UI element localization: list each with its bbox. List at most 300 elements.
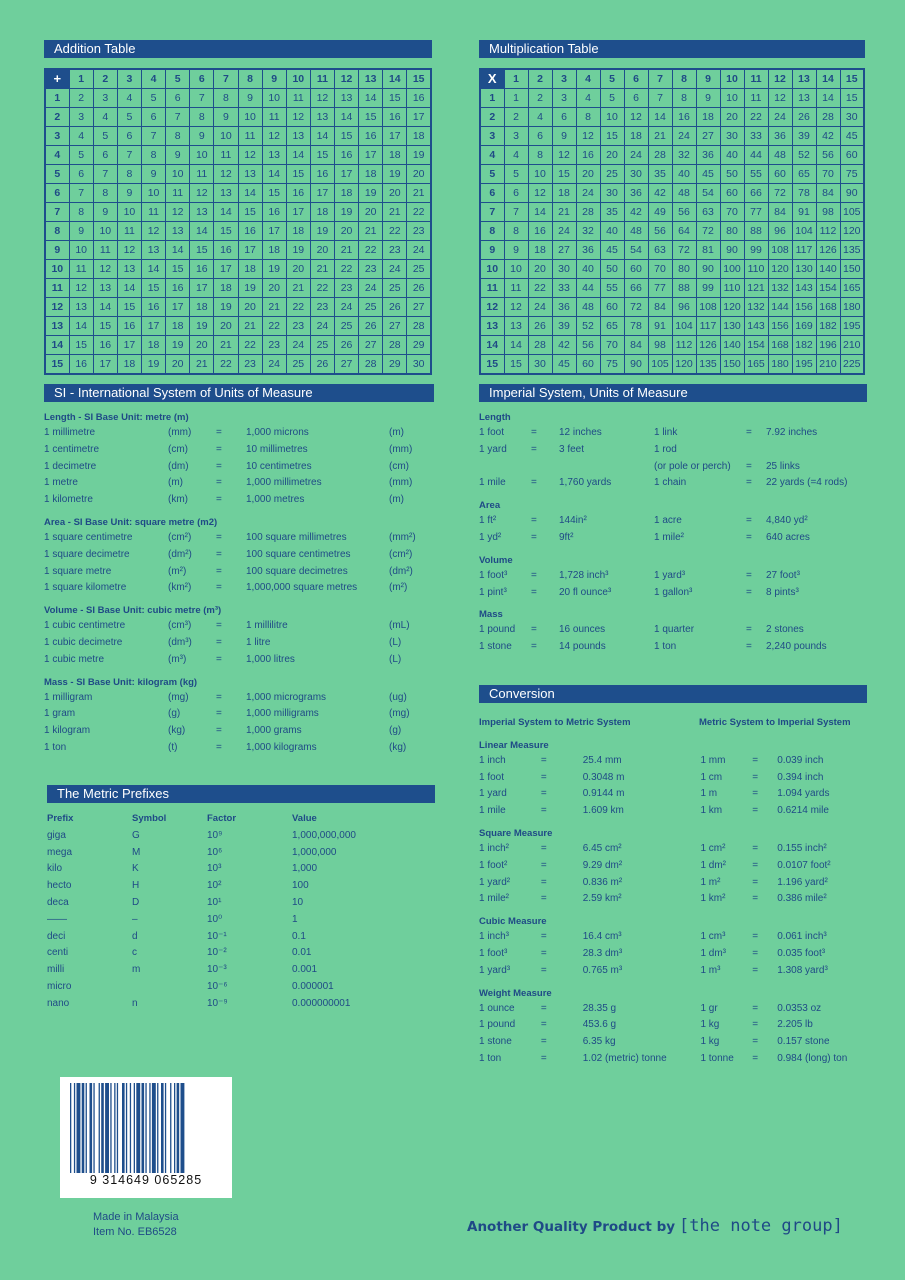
imperial-cell: = (746, 460, 752, 472)
si-cell: (mm) (168, 427, 192, 438)
addition-row (45, 69, 431, 89)
si-cell: (kg) (168, 725, 186, 737)
addition-cell: 30 (407, 355, 431, 375)
barcode-bar (149, 1083, 150, 1173)
conversion-cell: = (540, 859, 547, 871)
addition-cell: 23 (262, 336, 286, 355)
prefix-cell: n (132, 997, 138, 1009)
conversion-cell: 1 cm² (700, 842, 726, 854)
addition-cell: 21 (335, 241, 359, 260)
multiplication-cell: 60 (624, 260, 648, 279)
imperial-cell: 9ft² (559, 531, 574, 543)
multiplication-cell: 50 (720, 165, 744, 184)
prefix-cell: 0.001 (292, 964, 318, 976)
addition-cell: 26 (383, 298, 407, 317)
barcode-bar (122, 1083, 125, 1173)
multiplication-cell: 84 (624, 336, 648, 355)
addition-cell: 7 (117, 146, 141, 165)
addition-cell: 13 (214, 184, 238, 203)
prefix-column-headers (47, 811, 435, 828)
conversion-direction-headings (479, 715, 867, 732)
multiplication-header-cell: 10 (720, 69, 744, 89)
multiplication-header-cell: 9 (480, 241, 504, 260)
prefix-column-header: Value (292, 813, 317, 824)
multiplication-header-cell: 10 (480, 260, 504, 279)
addition-cell: 25 (286, 355, 310, 375)
addition-cell: 11 (142, 203, 166, 222)
addition-cell: 9 (190, 127, 214, 146)
si-row (44, 580, 434, 597)
si-cell: 1,000 milligrams (246, 708, 319, 720)
addition-title: Addition Table (44, 40, 432, 58)
imperial-cell: 27 foot³ (766, 569, 800, 581)
multiplication-cell: 60 (576, 355, 600, 375)
conversion-cell: 1 kg (700, 1036, 720, 1048)
multiplication-cell: 20 (576, 165, 600, 184)
prefix-cell: 10 (292, 896, 304, 908)
multiplication-header-cell: 4 (480, 146, 504, 165)
multiplication-cell: 150 (840, 260, 864, 279)
conversion-cell: 0.394 inch (777, 771, 824, 783)
multiplication-header-cell: 6 (624, 69, 648, 89)
prefix-cell: – (132, 913, 138, 925)
multiplication-header-cell: 12 (768, 69, 792, 89)
multiplication-cell: 50 (600, 260, 624, 279)
multiplication-cell: 4 (504, 146, 528, 165)
multiplication-cell: 56 (672, 203, 696, 222)
si-row (44, 740, 434, 757)
multiplication-cell: 143 (744, 317, 768, 336)
multiplication-row (480, 241, 864, 260)
addition-header-cell: 12 (335, 69, 359, 89)
multiplication-cell: 35 (600, 203, 624, 222)
addition-cell: 9 (214, 108, 238, 127)
prefix-row (47, 828, 435, 845)
multiplication-cell: 45 (552, 355, 576, 375)
si-row (44, 459, 434, 476)
imperial-cell: = (746, 515, 752, 527)
multiplication-cell: 72 (768, 184, 792, 203)
addition-row (45, 279, 431, 298)
conversion-cell: = (540, 931, 547, 943)
imperial-group-heading: Area (479, 500, 501, 512)
multiplication-cell: 110 (744, 260, 768, 279)
addition-cell: 11 (214, 146, 238, 165)
imperial-cell: 640 acres (766, 531, 810, 543)
imperial-cell: (or pole or perch) (654, 460, 731, 472)
addition-cell: 23 (238, 355, 262, 375)
multiplication-cell: 48 (672, 184, 696, 203)
barcode-bar (142, 1083, 145, 1173)
si-cell: (ug) (389, 691, 407, 703)
si-cell: = (216, 708, 222, 720)
imperial-cell: = (531, 624, 537, 636)
si-cell: (mm) (389, 443, 413, 455)
multiplication-cell: 20 (720, 108, 744, 127)
multiplication-cell: 16 (576, 146, 600, 165)
conversion-cell: 1 yard² (479, 876, 511, 888)
imperial-cell: 1 yard (479, 443, 507, 455)
conversion-title: Conversion (479, 685, 867, 703)
imperial-cell: 14 pounds (559, 641, 606, 653)
addition-cell: 12 (190, 184, 214, 203)
addition-cell: 23 (383, 241, 407, 260)
addition-cell: 19 (310, 222, 334, 241)
addition-header-cell: 4 (142, 69, 166, 89)
imperial-cell: = (746, 586, 752, 598)
addition-cell: 25 (335, 317, 359, 336)
multiplication-cell: 12 (528, 184, 552, 203)
conversion-group-heading: Weight Measure (479, 987, 552, 999)
addition-cell: 14 (359, 89, 383, 108)
conversion-cell: = (540, 1019, 547, 1031)
multiplication-cell: 3 (552, 89, 576, 108)
multiplication-row (480, 336, 864, 355)
multiplication-cell: 32 (576, 222, 600, 241)
brand-logo: [the note group] (679, 1216, 843, 1236)
multiplication-cell: 60 (600, 298, 624, 317)
multiplication-cell: 55 (600, 279, 624, 298)
multiplication-cell: 135 (840, 241, 864, 260)
si-cell: (t) (168, 741, 178, 753)
multiplication-cell: 140 (816, 260, 840, 279)
addition-table (44, 68, 432, 375)
multiplication-cell: 7 (504, 203, 528, 222)
multiplication-header-cell: 11 (480, 279, 504, 298)
si-cell: (mm) (389, 477, 413, 489)
prefix-row (47, 912, 435, 929)
imperial-cell: 12 inches (559, 427, 602, 438)
addition-cell: 20 (383, 184, 407, 203)
prefix-cell: deci (47, 930, 66, 942)
addition-cell: 4 (117, 89, 141, 108)
conversion-cell: = (752, 964, 759, 976)
si-cell: (dm³) (168, 636, 192, 648)
multiplication-cell: 15 (552, 165, 576, 184)
conversion-cell: = (752, 771, 759, 783)
conversion-cell: 25.4 mm (582, 754, 622, 766)
addition-cell: 22 (262, 317, 286, 336)
multiplication-cell: 30 (840, 108, 864, 127)
addition-cell: 8 (69, 203, 93, 222)
conversion-cell: 1 cm (700, 771, 723, 783)
addition-cell: 24 (383, 260, 407, 279)
multiplication-cell: 36 (576, 241, 600, 260)
conversion-row (479, 1001, 867, 1018)
conversion-row (479, 1051, 867, 1068)
imperial-to-metric-heading: Imperial System to Metric System (479, 717, 631, 728)
si-body (44, 410, 434, 757)
multiplication-cell: 18 (528, 241, 552, 260)
multiplication-cell: 84 (648, 298, 672, 317)
multiplication-header-cell: 1 (480, 89, 504, 108)
multiplication-cell: 120 (720, 298, 744, 317)
multiplication-cell: 169 (792, 317, 816, 336)
multiplication-header-cell: 15 (480, 355, 504, 375)
addition-cell: 20 (286, 260, 310, 279)
multiplication-panel (479, 40, 865, 58)
conversion-cell: 1 dm³ (700, 947, 726, 959)
conversion-row (479, 1034, 867, 1051)
si-cell: (cm²) (389, 548, 413, 560)
addition-cell: 5 (69, 146, 93, 165)
multiplication-cell: 52 (576, 317, 600, 336)
addition-cell: 14 (214, 203, 238, 222)
imperial-cell: 1 pint³ (479, 586, 507, 598)
multiplication-cell: 120 (768, 260, 792, 279)
multiplication-cell: 40 (720, 146, 744, 165)
multiplication-row (480, 279, 864, 298)
prefix-cell: D (132, 896, 140, 908)
addition-cell: 15 (214, 222, 238, 241)
conversion-cell: 1 stone (479, 1036, 512, 1048)
addition-cell: 21 (190, 355, 214, 375)
addition-cell: 5 (93, 127, 117, 146)
barcode-bar (86, 1083, 87, 1173)
addition-cell: 20 (190, 336, 214, 355)
conversion-row (479, 841, 867, 858)
multiplication-cell: 120 (840, 222, 864, 241)
multiplication-cell: 120 (672, 355, 696, 375)
multiplication-cell: 100 (720, 260, 744, 279)
addition-cell: 6 (69, 165, 93, 184)
addition-cell: 15 (286, 165, 310, 184)
addition-row (45, 89, 431, 108)
addition-cell: 10 (262, 89, 286, 108)
conversion-cell: = (540, 842, 547, 854)
multiplication-cell: 36 (768, 127, 792, 146)
addition-row (45, 108, 431, 127)
imperial-cell: 3 feet (559, 443, 585, 455)
si-cell: 1 gram (44, 708, 76, 720)
addition-cell: 14 (142, 260, 166, 279)
conversion-cell: 1 inch³ (479, 931, 510, 943)
addition-cell: 15 (190, 241, 214, 260)
addition-cell: 17 (142, 317, 166, 336)
conversion-cell: = (752, 947, 759, 959)
addition-cell: 13 (190, 203, 214, 222)
multiplication-row (480, 146, 864, 165)
si-group-heading: Mass - SI Base Unit: kilogram (kg) (44, 676, 198, 688)
addition-cell: 10 (117, 203, 141, 222)
barcode-bar (90, 1083, 93, 1173)
multiplication-cell: 14 (504, 336, 528, 355)
imperial-cell: 1 gallon³ (654, 586, 693, 598)
addition-cell: 15 (142, 279, 166, 298)
addition-cell: 16 (286, 184, 310, 203)
multiplication-cell: 14 (648, 108, 672, 127)
addition-header-cell: 3 (45, 127, 69, 146)
addition-cell: 18 (335, 184, 359, 203)
addition-cell: 19 (214, 298, 238, 317)
addition-row (45, 317, 431, 336)
multiplication-cell: 195 (840, 317, 864, 336)
conversion-cell: 1 foot³ (479, 947, 508, 959)
conversion-cell: 1 m (700, 788, 718, 800)
multiplication-cell: 56 (576, 336, 600, 355)
barcode-bar (161, 1083, 164, 1173)
barcode-bar (82, 1083, 85, 1173)
multiplication-cell: 75 (840, 165, 864, 184)
addition-cell: 17 (93, 355, 117, 375)
si-cell: 1 cubic decimetre (44, 636, 123, 648)
multiplication-cell: 4 (576, 89, 600, 108)
addition-cell: 16 (310, 165, 334, 184)
addition-cell: 14 (238, 184, 262, 203)
addition-cell: 24 (359, 279, 383, 298)
multiplication-cell: 108 (768, 241, 792, 260)
addition-cell: 10 (93, 222, 117, 241)
imperial-cell: 2,240 pounds (766, 641, 827, 653)
prefix-cell: 10² (207, 880, 222, 892)
multiplication-cell: 72 (624, 298, 648, 317)
addition-cell: 6 (166, 89, 190, 108)
prefix-cell: 10⁻¹ (207, 930, 227, 942)
conversion-row (479, 858, 867, 875)
prefix-cell: c (132, 947, 137, 959)
si-cell: (km) (168, 494, 188, 506)
imperial-row (479, 530, 867, 547)
addition-cell: 19 (166, 336, 190, 355)
multiplication-cell: 196 (816, 336, 840, 355)
addition-cell: 17 (117, 336, 141, 355)
addition-cell: 12 (286, 108, 310, 127)
addition-header-cell: 11 (310, 69, 334, 89)
addition-cell: 17 (335, 165, 359, 184)
multiplication-cell: 70 (720, 203, 744, 222)
si-cell: (cm) (168, 443, 188, 455)
addition-cell: 19 (238, 279, 262, 298)
multiplication-cell: 156 (792, 298, 816, 317)
addition-header-cell: 15 (45, 355, 69, 375)
multiplication-cell: 30 (552, 260, 576, 279)
addition-cell: 17 (238, 241, 262, 260)
addition-row (45, 165, 431, 184)
imperial-cell: 1,760 yards (559, 477, 612, 489)
si-cell: 1 cubic metre (44, 653, 105, 665)
barcode-bar (157, 1083, 158, 1173)
si-cell: = (216, 725, 222, 737)
addition-cell: 21 (310, 260, 334, 279)
si-cell: (m) (168, 477, 183, 489)
imperial-row (479, 513, 867, 530)
addition-cell: 12 (238, 146, 262, 165)
addition-cell: 15 (238, 203, 262, 222)
addition-cell: 4 (69, 127, 93, 146)
multiplication-cell: 6 (552, 108, 576, 127)
addition-cell: 15 (359, 108, 383, 127)
multiplication-title: Multiplication Table (479, 40, 865, 58)
si-cell: 1,000 litres (246, 653, 295, 665)
addition-cell: 27 (383, 317, 407, 336)
multiplication-cell: 22 (528, 279, 552, 298)
multiplication-cell: 81 (696, 241, 720, 260)
conversion-cell: 16.4 cm³ (582, 931, 622, 943)
prefix-cell: H (132, 880, 140, 892)
item-number: Item No. EB6528 (93, 1226, 177, 1238)
addition-header-cell: 9 (45, 241, 69, 260)
addition-cell: 17 (262, 222, 286, 241)
conversion-cell: 453.6 g (582, 1019, 617, 1031)
imperial-cell: 1 ft² (479, 515, 497, 527)
addition-cell: 9 (93, 203, 117, 222)
si-row (44, 547, 434, 564)
multiplication-cell: 98 (648, 336, 672, 355)
multiplication-cell: 16 (528, 222, 552, 241)
imperial-cell: 8 pints³ (766, 586, 799, 598)
multiplication-cell: 4 (528, 108, 552, 127)
multiplication-cell: 10 (528, 165, 552, 184)
addition-cell: 21 (286, 279, 310, 298)
conversion-row (479, 1017, 867, 1034)
multiplication-cell: 156 (768, 317, 792, 336)
si-cell: 1 square kilometre (44, 582, 127, 594)
multiplication-cell: 60 (840, 146, 864, 165)
barcode-bar (110, 1083, 111, 1173)
addition-cell: 12 (142, 222, 166, 241)
multiplication-cell: 5 (504, 165, 528, 184)
conversion-cell: = (752, 1019, 759, 1031)
imperial-cell: = (531, 586, 537, 598)
addition-row (45, 146, 431, 165)
addition-cell: 27 (359, 336, 383, 355)
multiplication-cell: 60 (768, 165, 792, 184)
multiplication-cell: 56 (648, 222, 672, 241)
addition-cell: 18 (214, 279, 238, 298)
addition-cell: 23 (335, 279, 359, 298)
multiplication-cell: 6 (528, 127, 552, 146)
conversion-cell: 0.6214 mile (777, 805, 829, 817)
multiplication-cell: 90 (720, 241, 744, 260)
prefix-cell: G (132, 829, 140, 841)
imperial-cell: 1 link (654, 427, 678, 438)
imperial-cell: 22 yards (=4 rods) (766, 477, 848, 489)
multiplication-table (479, 68, 865, 375)
addition-row (45, 298, 431, 317)
prefix-row (47, 861, 435, 878)
multiplication-cell: 9 (552, 127, 576, 146)
addition-cell: 11 (286, 89, 310, 108)
addition-row (45, 241, 431, 260)
addition-cell: 7 (142, 127, 166, 146)
prefix-cell: d (132, 930, 138, 942)
multiplication-cell: 60 (720, 184, 744, 203)
barcode-bar (165, 1083, 166, 1173)
conversion-row (479, 875, 867, 892)
multiplication-cell: 25 (600, 165, 624, 184)
conversion-cell: 1 inch (479, 754, 506, 766)
multiplication-cell: 40 (672, 165, 696, 184)
addition-cell: 3 (69, 108, 93, 127)
addition-cell: 26 (359, 317, 383, 336)
addition-cell: 3 (93, 89, 117, 108)
addition-header-cell: 8 (45, 222, 69, 241)
prefix-cell: 10⁶ (207, 846, 223, 858)
prefix-cell: milli (47, 964, 65, 976)
multiplication-cell: 70 (648, 260, 672, 279)
si-row (44, 723, 434, 740)
multiplication-header-cell: 2 (528, 69, 552, 89)
conversion-cell: 1 yard (479, 788, 507, 800)
prefix-row (47, 996, 435, 1013)
multiplication-cell: 104 (672, 317, 696, 336)
si-cell: 1 centimetre (44, 443, 100, 455)
multiplication-cell: 9 (696, 89, 720, 108)
multiplication-cell: 52 (792, 146, 816, 165)
si-cell: = (216, 582, 222, 594)
conversion-cell: 1.094 yards (777, 788, 830, 800)
addition-cell: 10 (166, 165, 190, 184)
